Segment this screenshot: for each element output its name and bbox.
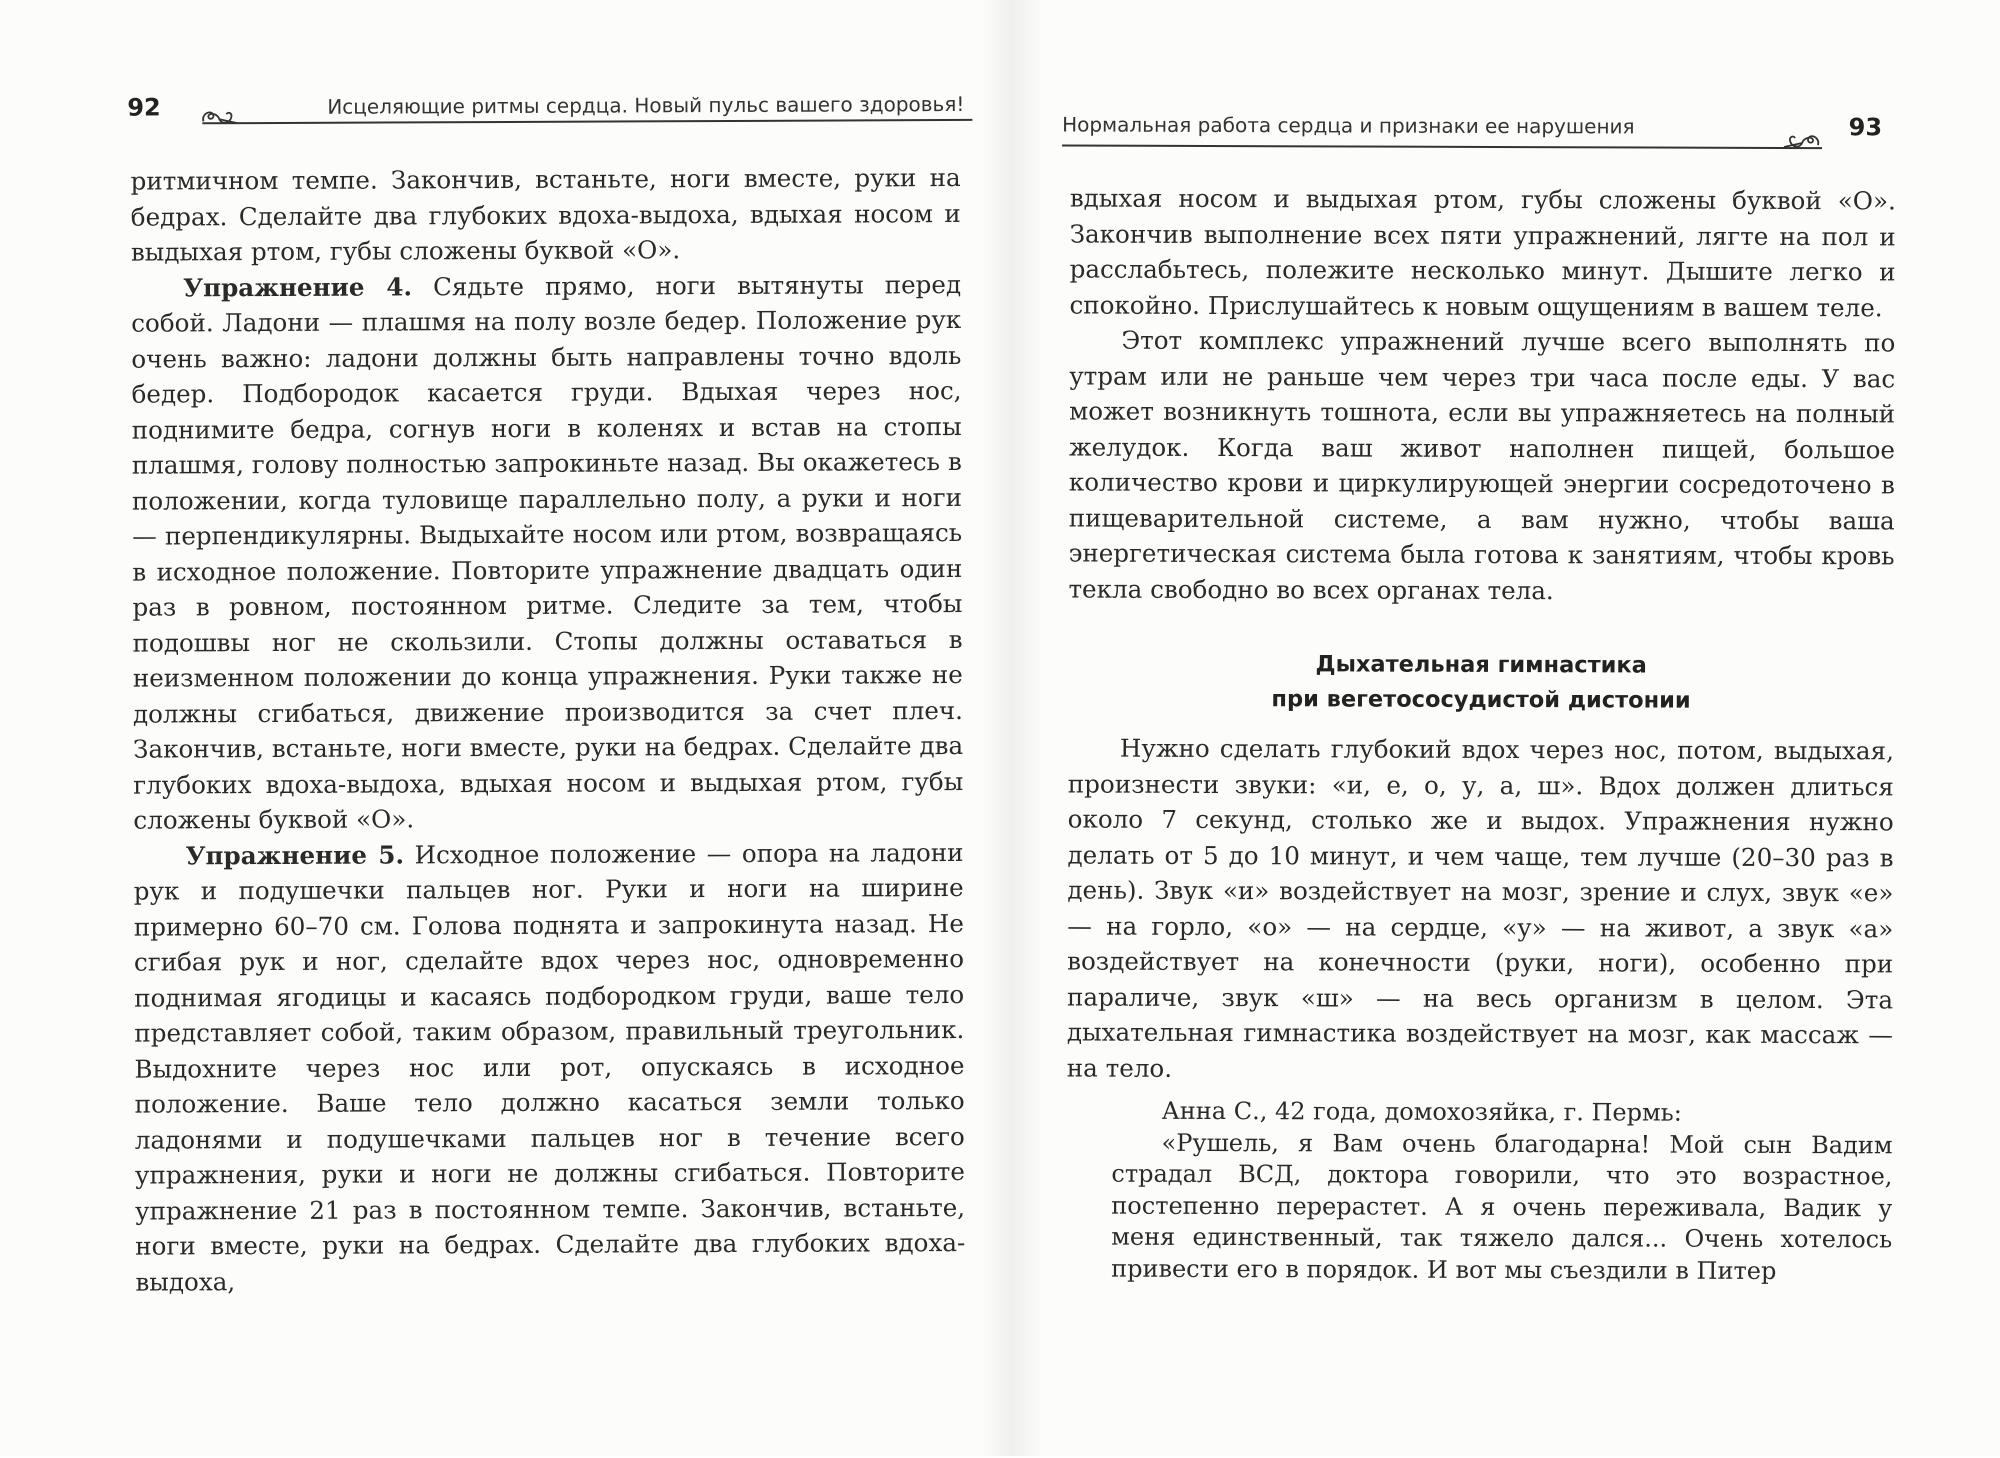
testimonial-text: «Рушель, я Вам очень благодарна! Мой сын Вадим страдал ВСД, доктора говорили, что это возрастное, постепенно перерастет. А я очень переживала, Вадик у меня единственный, так тяжело дался... Очень хотелось привести его в порядок. И вот мы съездили в Питер — [1111, 1128, 1893, 1285]
right-page-number: 93 — [1848, 113, 1883, 142]
testimonial-author: Анна С., 42 года, домохозяйка, г. Пермь: — [1161, 1096, 1682, 1127]
paragraph — [131, 160, 961, 270]
left-page-number: 92 — [127, 93, 161, 122]
paragraph: Этот комплекс упражнений лучше всего выполнять по утрам или не раньше чем через три часа после еды. У вас может возникнуть тошнота, если вы упражняетесь на полный желудок. Когда ваш живот наполнен пищей, большое количество крови и циркулирующей энергии сосредоточено в пищеварительной системе, а вам нужно, чтобы ваша энергетическая система была готова к занятиям, чтобы кровь текла свободно во всех органах тела. — [1068, 325, 1896, 605]
paragraph-text: ритмичном темпе. Закончив, встаньте, ноги вместе, руки на бедрах. Сделайте два глубоких вдоха-выдоха, вдыхая носом и выдыхая ртом, губы сложены буквой «О». — [130, 162, 961, 267]
left-running-title: Исцеляющие ритмы сердца. Новый пульс вашего здоровья! — [327, 91, 965, 119]
exercise-heading: Упражнение 4. — [183, 271, 413, 302]
right-running-title: Нормальная работа сердца и признаки ее нарушения — [1062, 112, 1635, 139]
right-page — [997, 0, 2000, 1458]
left-body-text — [131, 160, 966, 1300]
paragraph — [133, 834, 965, 1299]
paragraph: вдыхая носом и выдыхая ртом, губы сложены буквой «О». Закончив выполнение всех пяти упражнений, лягте на пол и расслабьтесь, полежите несколько минут. Дышите легко и спокойно. Прислушайтесь к новым ощущениям в вашем теле. — [1069, 183, 1896, 322]
right-body-text — [1066, 180, 1896, 1287]
paragraph-text: Сядьте прямо, ноги вытянуты перед собой. Ладони — плашмя на полу возле бедер. Положение рук очень важно: ладони должны быть направлены точно вдоль бедер. Подбородок касается груди. Вдыхая через нос, поднимите бедра, согнув ноги в коленях и встав на стопы плашмя, голову полностью запрокиньте назад. Вы окажетесь в положении, когда туловище параллельно полу, а руки и ноги — перпендикулярны. Выдыхайте носом или ртом, возвращаясь в исходное положение. Повторите упражнение двадцать один раз в ровном, постоянном ритме. Следите за тем, чтобы подошвы ног не скользили. Стопы должны оставаться в неизменном положении до конца упражнения. Руки также не должны сгибаться, движение производится за счет плеч. Закончив, встаньте, ноги вместе, руки на бедрах. Сделайте два глубоких вдоха-выдоха, вдыхая носом и выдыхая ртом, губы сложены буквой «О». — [131, 269, 964, 835]
testimonial — [1066, 1095, 1893, 1287]
right-header-rule — [1062, 144, 1822, 149]
exercise-heading: Упражнение 5. — [185, 839, 405, 870]
paragraph-text: Исходное положение — опора на ладони рук и подушечки пальцев ног. Руки и ноги на ширине примерно 60–70 см. Голова поднята и запрокинута назад. Не сгибая рук и ног, сделайте вдох через нос, одновременно поднимая ягодицы и касаясь подбородком груди, ваше тело представляет собой, таким образом, правильный треугольник. Выдохните через нос или рот, опускаясь в исходное положение. Ваше тело должно касаться земли только ладонями и подушечками пальцев ног в течение всего упражнения, руки и ноги не должны сгибаться. Повторите упражнение 21 раз в постоянном темпе. Закончив, встаньте, ноги вместе, руки на бедрах. Сделайте два глубоких вдоха-выдоха, — [133, 837, 966, 1297]
right-page-header — [1062, 110, 1882, 173]
paragraph: Нужно сделать глубокий вдох через нос, потом, выдыхая, произнести звуки: «и, е, о, у, а, ш». Вдох должен длиться около 7 секунд, столько же и выдох. Упражнения нужно делать от 5 до 10 минут, и чем чаще, тем лучше (20–30 раз в день). Звук «и» воздействует на мозг, зрение и слух, звук «е» — на горло, «о» — на сердце, «у» — на живот, а звук «а» воздействует на конечности (руки, ноги), особенно при параличе, звук «ш» — на весь организм в целом. Эта дыхательная гимнастика воздействует на мозг, как массаж — на тело. — [1066, 733, 1894, 1083]
left-page-header — [127, 90, 972, 154]
section-heading — [1068, 646, 1894, 719]
section-heading-line: Дыхательная гимнастика — [1315, 651, 1647, 679]
paragraph — [131, 266, 963, 838]
left-header-rule — [202, 119, 972, 124]
section-heading-line: при вегетососудистой дистонии — [1271, 686, 1691, 714]
